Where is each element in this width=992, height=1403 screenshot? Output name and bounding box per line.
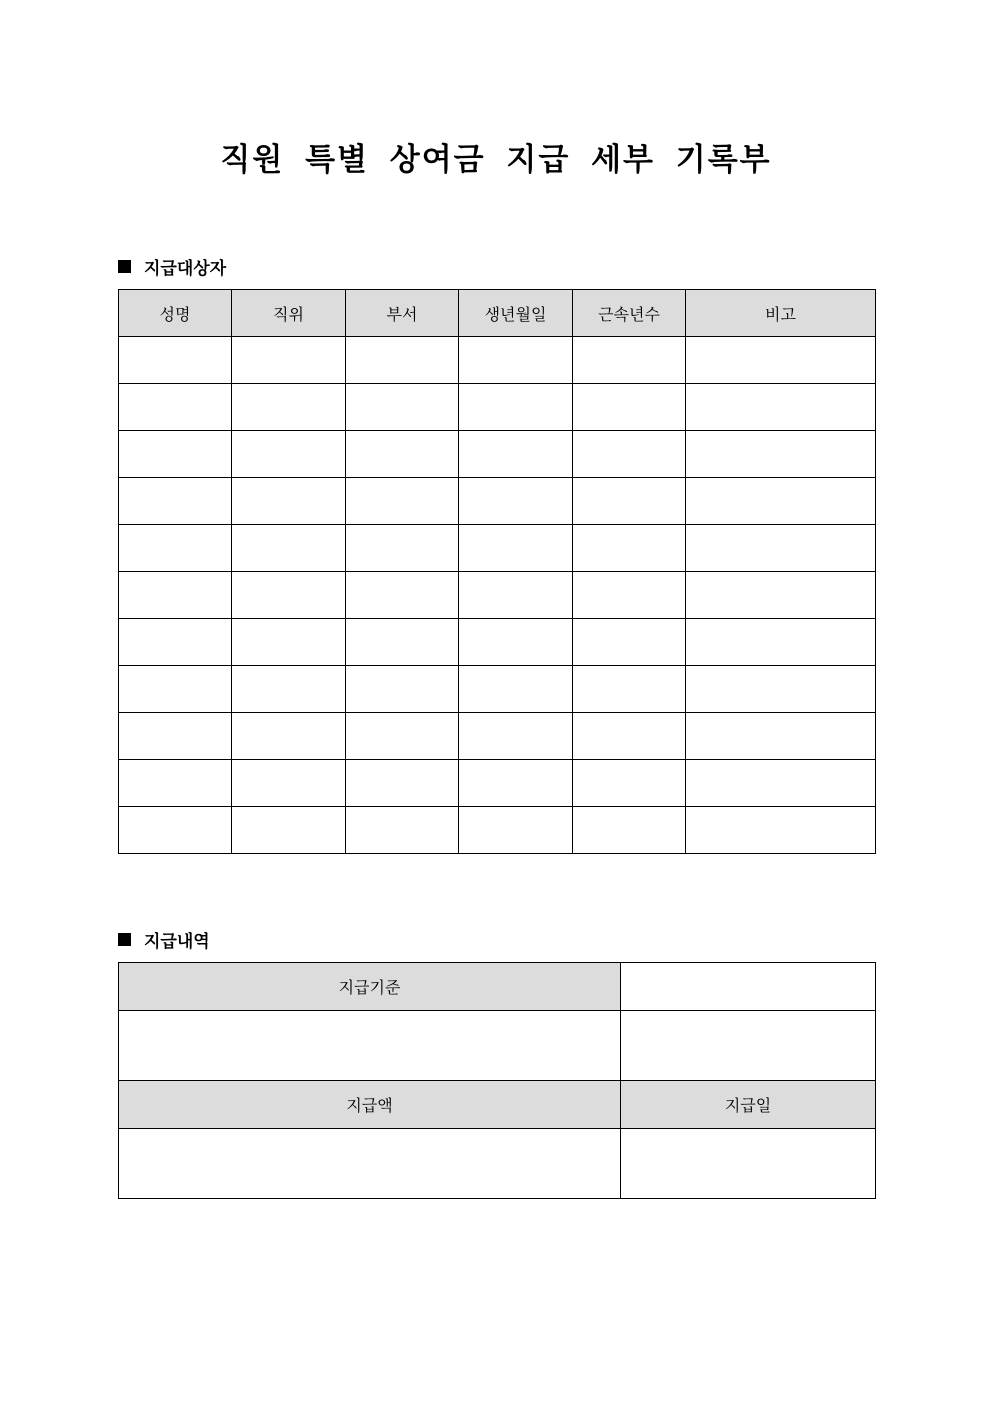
table-cell[interactable] [232, 619, 346, 666]
recipients-table [118, 289, 876, 854]
document-title: 직원 특별 상여금 지급 세부 기록부 [220, 142, 772, 178]
table-cell[interactable] [459, 760, 573, 807]
table-row [119, 807, 876, 854]
criteria-extra-cell[interactable] [621, 1011, 876, 1081]
table-cell[interactable] [119, 525, 232, 572]
table-cell[interactable] [232, 478, 346, 525]
table-cell[interactable] [232, 760, 346, 807]
table-row [119, 431, 876, 478]
table-cell[interactable] [346, 431, 459, 478]
table-cell[interactable] [573, 431, 686, 478]
section-heading-label: 지급내역 [144, 932, 210, 952]
table-cell[interactable] [573, 525, 686, 572]
table-cell[interactable] [232, 525, 346, 572]
table-cell[interactable] [346, 572, 459, 619]
table-header-row [119, 963, 876, 1011]
table-row [119, 1011, 876, 1081]
table-cell[interactable] [346, 525, 459, 572]
section-heading-label: 지급대상자 [144, 259, 227, 279]
table-cell[interactable] [346, 666, 459, 713]
table-row [119, 572, 876, 619]
table-cell[interactable] [346, 384, 459, 431]
table-row [119, 384, 876, 431]
column-header-remarks: 비고 [686, 290, 876, 337]
table-cell[interactable] [459, 478, 573, 525]
table-row [119, 337, 876, 384]
table-cell[interactable] [346, 478, 459, 525]
table-cell[interactable] [346, 619, 459, 666]
table-cell[interactable] [232, 666, 346, 713]
table-cell[interactable] [119, 713, 232, 760]
table-cell[interactable] [573, 384, 686, 431]
table-cell[interactable] [232, 384, 346, 431]
table-cell[interactable] [232, 713, 346, 760]
table-cell[interactable] [119, 760, 232, 807]
table-cell[interactable] [346, 337, 459, 384]
table-cell[interactable] [459, 713, 573, 760]
table-cell[interactable] [459, 525, 573, 572]
table-cell[interactable] [232, 807, 346, 854]
criteria-value-cell[interactable] [119, 1011, 621, 1081]
column-header-position: 직위 [232, 290, 346, 337]
table-row [119, 760, 876, 807]
table-row [119, 713, 876, 760]
table-cell[interactable] [119, 666, 232, 713]
column-header-years-of-service: 근속년수 [573, 290, 686, 337]
table-cell[interactable] [686, 431, 876, 478]
table-cell[interactable] [346, 760, 459, 807]
table-header-row [119, 1081, 876, 1129]
table-cell[interactable] [573, 337, 686, 384]
table-row [119, 478, 876, 525]
table-cell[interactable] [573, 572, 686, 619]
table-row [119, 1129, 876, 1199]
table-cell[interactable] [573, 807, 686, 854]
payment-details-table [118, 962, 876, 1199]
table-cell[interactable] [459, 431, 573, 478]
square-bullet-icon [118, 260, 131, 273]
table-cell[interactable] [119, 431, 232, 478]
table-cell[interactable] [686, 713, 876, 760]
amount-label: 지급액 [119, 1081, 621, 1129]
table-cell[interactable] [686, 619, 876, 666]
table-cell[interactable] [119, 384, 232, 431]
table-cell[interactable] [573, 760, 686, 807]
table-cell[interactable] [119, 337, 232, 384]
table-cell[interactable] [573, 713, 686, 760]
table-cell[interactable] [459, 572, 573, 619]
table-cell[interactable] [686, 478, 876, 525]
criteria-label: 지급기준 [119, 963, 621, 1011]
table-cell[interactable] [686, 572, 876, 619]
table-cell[interactable] [459, 619, 573, 666]
table-cell[interactable] [459, 666, 573, 713]
date-label: 지급일 [621, 1081, 876, 1129]
table-row [119, 525, 876, 572]
table-cell[interactable] [686, 666, 876, 713]
table-cell[interactable] [459, 337, 573, 384]
table-cell[interactable] [346, 713, 459, 760]
table-cell[interactable] [573, 619, 686, 666]
table-cell[interactable] [232, 572, 346, 619]
section-heading-details [118, 927, 210, 952]
table-row [119, 666, 876, 713]
column-header-name: 성명 [119, 290, 232, 337]
table-cell[interactable] [119, 619, 232, 666]
table-cell[interactable] [459, 384, 573, 431]
table-cell[interactable] [232, 337, 346, 384]
table-cell[interactable] [232, 431, 346, 478]
amount-value-cell[interactable] [119, 1129, 621, 1199]
table-header-row [119, 290, 876, 337]
criteria-side-cell[interactable] [621, 963, 876, 1011]
square-bullet-icon [118, 933, 131, 946]
table-cell[interactable] [686, 525, 876, 572]
table-cell[interactable] [573, 666, 686, 713]
table-cell[interactable] [119, 478, 232, 525]
table-cell[interactable] [686, 337, 876, 384]
section-heading-targets [118, 254, 226, 279]
date-value-cell[interactable] [621, 1129, 876, 1199]
table-row [119, 619, 876, 666]
table-cell[interactable] [119, 807, 232, 854]
table-cell[interactable] [573, 478, 686, 525]
table-cell[interactable] [686, 760, 876, 807]
table-cell[interactable] [686, 807, 876, 854]
table-cell[interactable] [119, 572, 232, 619]
table-cell[interactable] [686, 384, 876, 431]
column-header-birthdate: 생년월일 [459, 290, 573, 337]
table-cell[interactable] [346, 807, 459, 854]
column-header-department: 부서 [346, 290, 459, 337]
table-cell[interactable] [459, 807, 573, 854]
